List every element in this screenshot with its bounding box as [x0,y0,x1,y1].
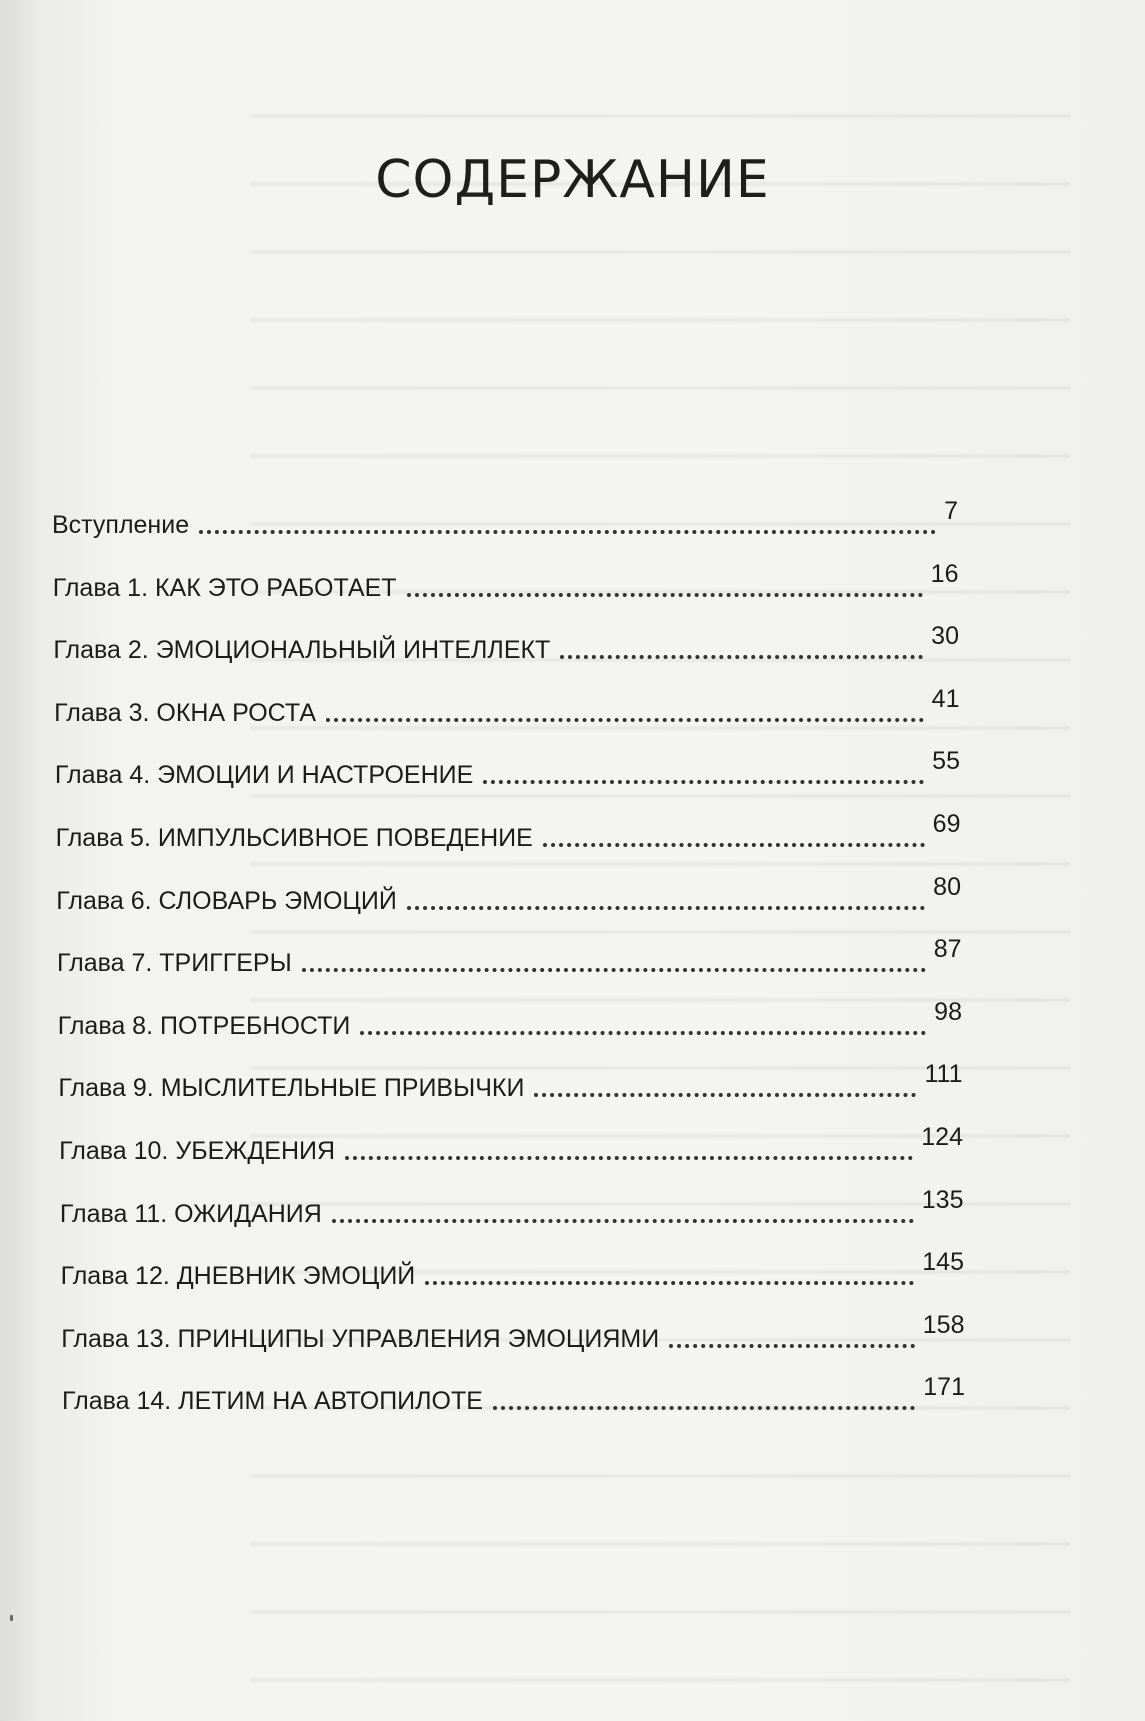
toc-entry [57,935,962,978]
toc-dot-leader [425,1281,914,1285]
toc-entry-label: Глава 6. СЛОВАРЬ ЭМОЦИЙ [56,886,397,915]
toc-entry [54,747,960,790]
toc-entry-label: Вступление [52,511,190,539]
toc-entry-page-number: 158 [922,1310,965,1339]
toc-dot-leader [360,1031,926,1035]
toc-entry [61,1310,965,1354]
toc-entry-page-number: 111 [924,1060,963,1089]
toc-entry [59,1123,963,1166]
toc-entry [59,1185,964,1229]
toc-entry-label: Глава 12. ДНЕВНИК ЭМОЦИЙ [60,1262,416,1291]
toc-entry-page-number: 30 [931,622,959,651]
toc-entry [62,1373,965,1416]
toc-entry-label: Глава 2. ЭМОЦИОНАЛЬНЫЙ ИНТЕЛЛЕКТ [53,636,551,665]
toc-entry-page-number: 124 [921,1123,963,1151]
toc-entry-label: Глава 4. ЭМОЦИИ И НАСТРОЕНИЕ [54,761,474,790]
toc-dot-leader [543,843,925,847]
toc-entry-page-number: 135 [921,1185,964,1214]
toc-entry-page-number: 41 [931,684,960,713]
toc-entry-label: Глава 9. МЫСЛИТЕЛЬНЫЕ ПРИВЫЧКИ [58,1074,525,1103]
toc-entry-page-number: 87 [933,935,962,964]
toc-entry [54,684,960,728]
toc-dot-leader [199,530,936,534]
toc-dot-leader [669,1344,915,1348]
toc-entry-page-number: 80 [933,872,961,901]
toc-entry-label: Глава 1. КАК ЭТО РАБОТАЕТ [52,573,397,602]
page-title: СОДЕРЖАНИЕ [375,150,770,210]
toc-entry [52,497,958,540]
toc-dot-leader [407,906,925,910]
toc-entry-page-number: 7 [944,497,958,525]
toc-dot-leader [407,593,923,597]
toc-dot-leader [332,1219,914,1223]
toc-entry-label: Глава 14. ЛЕТИМ НА АВТОПИЛОТЕ [62,1387,483,1416]
toc-entry [52,559,959,603]
toc-entry-page-number: 171 [923,1373,965,1402]
toc-entry-label: Глава 5. ИМПУЛЬСИВНОЕ ПОВЕДЕНИЕ [55,824,533,852]
toc-entry-label: Глава 10. УБЕЖДЕНИЯ [59,1137,336,1165]
toc-dot-leader [345,1156,913,1160]
toc-dot-leader [534,1093,916,1097]
toc-entry-label: Глава 13. ПРИНЦИПЫ УПРАВЛЕНИЯ ЭМОЦИЯМИ [61,1324,660,1353]
toc-dot-leader [326,718,924,722]
toc-entry [53,622,959,665]
toc-entry [57,997,962,1041]
toc-entry-page-number: 98 [934,997,962,1026]
toc-dot-leader [493,1406,915,1410]
toc-entry [55,810,961,853]
toc-dot-leader [302,968,926,972]
toc-entry [56,872,961,916]
toc-entry-label: Глава 8. ПОТРЕБНОСТИ [57,1011,351,1040]
toc-entry-page-number: 55 [932,747,960,776]
toc-entry-label: Глава 11. ОЖИДАНИЯ [59,1199,322,1228]
toc-entry-page-number: 16 [930,559,959,588]
toc-entry [60,1248,964,1291]
toc-entry-page-number: 69 [932,810,961,838]
toc-entry-page-number: 145 [922,1248,964,1277]
page-edge-mark [10,1615,13,1621]
toc-dot-leader [560,655,923,659]
toc-entry-label: Глава 3. ОКНА РОСТА [54,698,317,727]
toc-entry [58,1060,963,1103]
toc-dot-leader [483,780,924,784]
toc-entry-label: Глава 7. ТРИГГЕРЫ [57,949,292,978]
